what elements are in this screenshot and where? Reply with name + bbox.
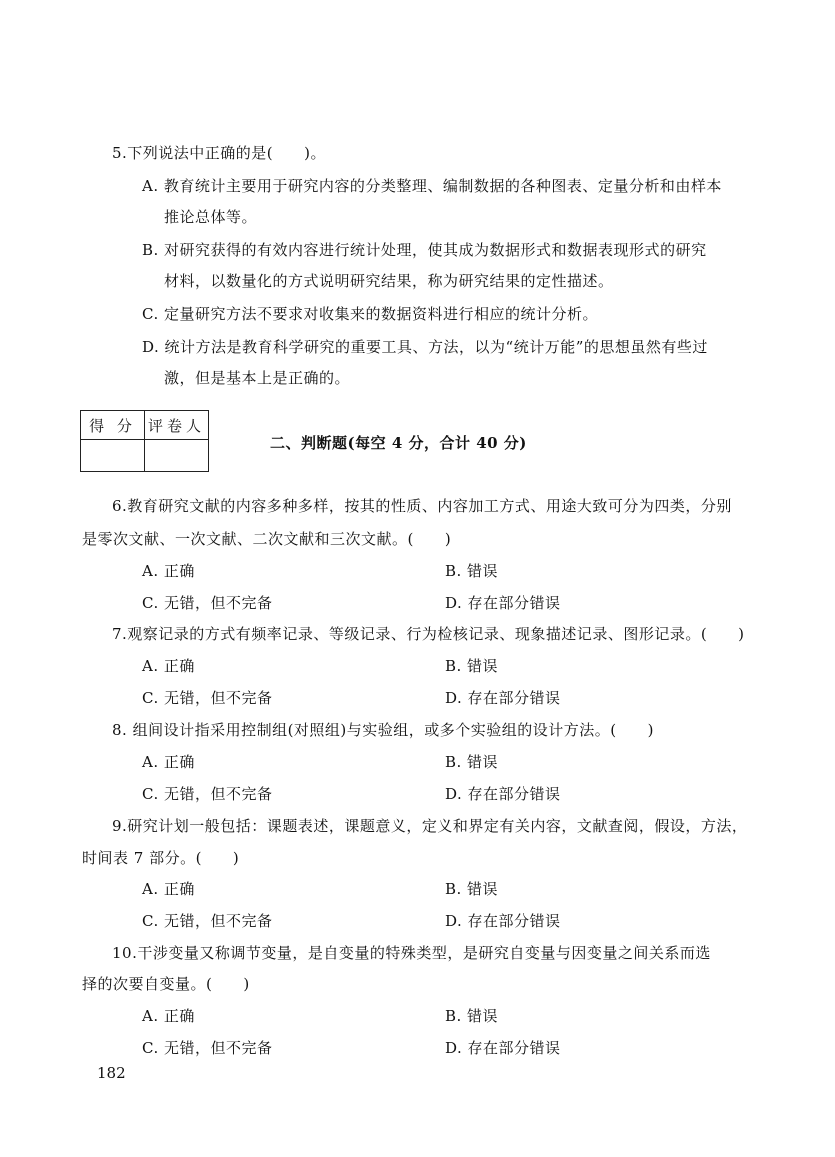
question-10-option-c: C. 无错，但不完备 — [142, 1039, 273, 1057]
question-5-option-a: A. 教育统计主要用于研究内容的分类整理、编制数据的各种图表、定量分析和由样本 — [142, 177, 722, 195]
question-7-option-b: B. 错误 — [445, 657, 499, 675]
question-5-option-c: C. 定量研究方法不要求对收集来的数据资料进行相应的统计分析。 — [142, 305, 598, 323]
score-box — [80, 410, 209, 472]
question-8-option-c: C. 无错，但不完备 — [142, 785, 273, 803]
question-5-option-b: B. 对研究获得的有效内容进行统计处理，使其成为数据形式和数据表现形式的研究 — [142, 241, 707, 259]
grader-header: 评卷人 — [145, 411, 209, 440]
question-9-stem: 9.研究计划一般包括：课题表述，课题意义，定义和界定有关内容，文献查阅，假设，方法， — [112, 817, 748, 835]
question-10-stem-cont: 择的次要自变量。( ) — [82, 975, 250, 993]
page-number: 182 — [97, 1064, 126, 1082]
question-7-option-c: C. 无错，但不完备 — [142, 689, 273, 707]
question-5-option-d: D. 统计方法是教育科学研究的重要工具、方法，以为“统计万能”的思想虽然有些过 — [142, 338, 708, 356]
question-9-option-b: B. 错误 — [445, 880, 499, 898]
grader-cell — [145, 440, 209, 472]
question-5-option-d-cont: 激，但是基本上是正确的。 — [164, 369, 351, 387]
question-8-option-d: D. 存在部分错误 — [445, 785, 561, 803]
question-9-option-a: A. 正确 — [142, 880, 195, 898]
question-10-option-a: A. 正确 — [142, 1007, 195, 1025]
question-10-option-b: B. 错误 — [445, 1007, 499, 1025]
question-6-stem-cont: 是零次文献、一次文献、二次文献和三次文献。( ) — [82, 530, 452, 548]
question-5-stem: 5.下列说法中正确的是( )。 — [112, 144, 327, 162]
question-7-option-d: D. 存在部分错误 — [445, 689, 561, 707]
question-9-option-d: D. 存在部分错误 — [445, 912, 561, 930]
question-5-option-a-cont: 推论总体等。 — [164, 208, 258, 226]
question-6-option-d: D. 存在部分错误 — [445, 594, 561, 612]
question-7-stem: 7.观察记录的方式有频率记录、等级记录、行为检核记录、现象描述记录、图形记录。( ) — [112, 625, 745, 643]
question-9-stem-cont: 时间表 7 部分。( ) — [82, 849, 240, 867]
question-8-option-a: A. 正确 — [142, 753, 195, 771]
question-6-option-b: B. 错误 — [445, 562, 499, 580]
section-title: 二、判断题(每空 4 分，合计 40 分) — [270, 434, 527, 452]
question-8-option-b: B. 错误 — [445, 753, 499, 771]
score-header: 得 分 — [81, 411, 145, 440]
question-9-option-c: C. 无错，但不完备 — [142, 912, 273, 930]
question-8-stem: 8. 组间设计指采用控制组(对照组)与实验组，或多个实验组的设计方法。( ) — [112, 721, 654, 739]
question-7-option-a: A. 正确 — [142, 657, 195, 675]
question-10-stem: 10.干涉变量又称调节变量，是自变量的特殊类型，是研究自变量与因变量之间关系而选 — [112, 944, 711, 962]
question-6-option-c: C. 无错，但不完备 — [142, 594, 273, 612]
question-6-stem: 6.教育研究文献的内容多种多样，按其的性质、内容加工方式、用途大致可分为四类，分别 — [112, 497, 732, 515]
question-5-option-b-cont: 材料，以数量化的方式说明研究结果，称为研究结果的定性描述。 — [164, 272, 614, 290]
question-6-option-a: A. 正确 — [142, 562, 195, 580]
question-10-option-d: D. 存在部分错误 — [445, 1039, 561, 1057]
score-cell — [81, 440, 145, 472]
